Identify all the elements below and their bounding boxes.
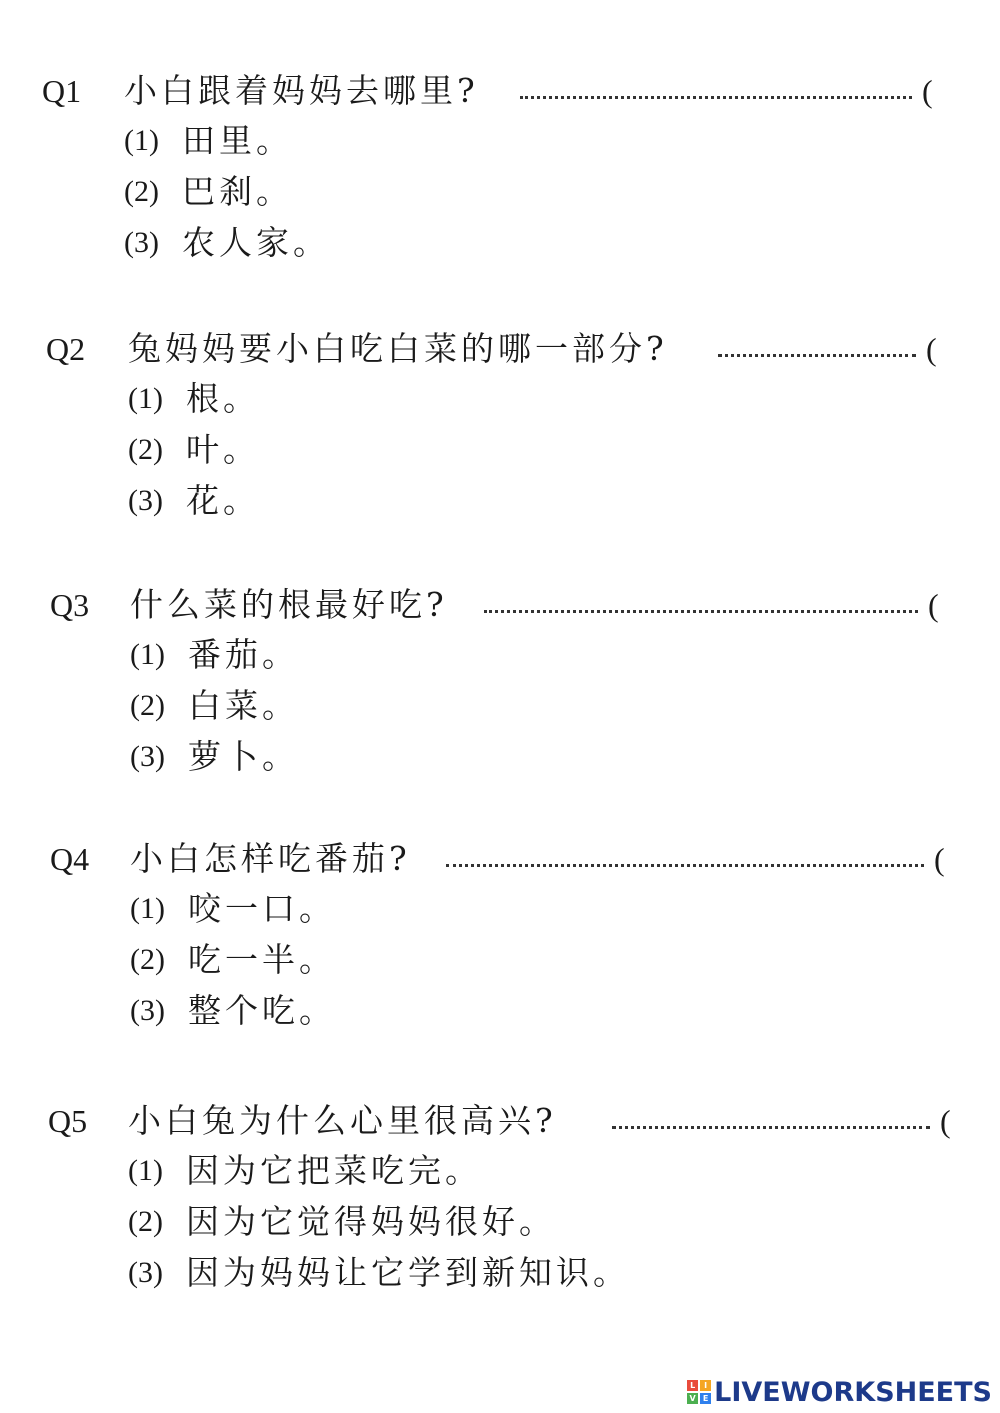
option-3[interactable] <box>124 218 330 268</box>
option-number: (1) <box>130 638 165 671</box>
question-number: Q2 <box>46 331 86 367</box>
option-3[interactable] <box>130 732 299 782</box>
question-text: 小白跟着妈妈去哪里? <box>124 71 479 110</box>
option-text: 吃一半。 <box>188 940 336 979</box>
option-number: (3) <box>130 740 165 773</box>
answer-bracket[interactable]: ( <box>922 73 933 109</box>
option-number: (3) <box>130 994 165 1027</box>
question-3-line <box>0 580 1000 630</box>
question-text: 小白怎样吃番茄? <box>130 839 411 878</box>
option-1[interactable] <box>130 884 336 934</box>
answer-dotted-line <box>718 354 916 357</box>
option-number: (1) <box>128 1154 163 1187</box>
option-3[interactable] <box>130 986 336 1036</box>
option-number: (1) <box>128 382 163 415</box>
option-3[interactable] <box>128 476 260 526</box>
logo-block: E <box>700 1393 711 1404</box>
option-text: 因为妈妈让它学到新知识。 <box>186 1253 630 1292</box>
answer-dotted-line <box>446 864 924 867</box>
question-text: 小白兔为什么心里很高兴? <box>128 1101 557 1140</box>
answer-dotted-line <box>612 1126 930 1129</box>
question-number: Q1 <box>42 73 82 109</box>
option-text: 因为它把菜吃完。 <box>186 1151 482 1190</box>
option-2[interactable] <box>130 681 299 731</box>
option-number: (2) <box>128 433 163 466</box>
option-text: 田里。 <box>182 121 293 160</box>
answer-bracket[interactable]: ( <box>940 1103 951 1139</box>
question-2-line <box>0 324 1000 374</box>
question-1-line <box>0 66 1000 116</box>
option-text: 叶。 <box>186 430 260 469</box>
option-text: 花。 <box>186 481 260 520</box>
option-number: (3) <box>128 1256 163 1289</box>
option-text: 因为它觉得妈妈很好。 <box>186 1202 556 1241</box>
answer-dotted-line <box>520 96 912 99</box>
option-text: 农人家。 <box>182 223 330 262</box>
option-text: 巴刹。 <box>182 172 293 211</box>
option-number: (2) <box>128 1205 163 1238</box>
option-2[interactable] <box>124 167 293 217</box>
option-number: (3) <box>124 226 159 259</box>
answer-bracket[interactable]: ( <box>926 331 937 367</box>
question-5-line <box>0 1096 1000 1146</box>
option-text: 咬一口。 <box>188 889 336 928</box>
option-text: 整个吃。 <box>188 991 336 1030</box>
logo-block: L <box>687 1380 698 1391</box>
option-1[interactable] <box>128 1146 482 1196</box>
answer-bracket[interactable]: ( <box>934 841 945 877</box>
logo-block: V <box>687 1393 698 1404</box>
option-number: (2) <box>124 175 159 208</box>
option-number: (3) <box>128 484 163 517</box>
answer-dotted-line <box>484 610 918 613</box>
logo-blocks-icon <box>687 1380 711 1404</box>
question-number: Q3 <box>50 587 90 623</box>
option-number: (2) <box>130 689 165 722</box>
option-3[interactable] <box>128 1248 630 1298</box>
answer-bracket[interactable]: ( <box>928 587 939 623</box>
question-number: Q5 <box>48 1103 88 1139</box>
option-text: 根。 <box>186 379 260 418</box>
question-text: 什么菜的根最好吃? <box>130 585 448 624</box>
question-4-line <box>0 834 1000 884</box>
logo-block: I <box>700 1380 711 1391</box>
option-number: (2) <box>130 943 165 976</box>
option-text: 番茄。 <box>188 635 299 674</box>
option-1[interactable] <box>128 374 260 424</box>
question-number: Q4 <box>50 841 90 877</box>
option-text: 萝卜。 <box>188 737 299 776</box>
option-1[interactable] <box>130 630 299 680</box>
liveworksheets-logo[interactable] <box>687 1375 992 1409</box>
option-2[interactable] <box>130 935 336 985</box>
option-2[interactable] <box>128 425 260 475</box>
option-text: 白菜。 <box>188 686 299 725</box>
option-number: (1) <box>124 124 159 157</box>
option-1[interactable] <box>124 116 293 166</box>
option-number: (1) <box>130 892 165 925</box>
logo-text: LIVEWORKSHEETS <box>714 1376 992 1408</box>
question-text: 兔妈妈要小白吃白菜的哪一部分? <box>128 329 668 368</box>
option-2[interactable] <box>128 1197 556 1247</box>
